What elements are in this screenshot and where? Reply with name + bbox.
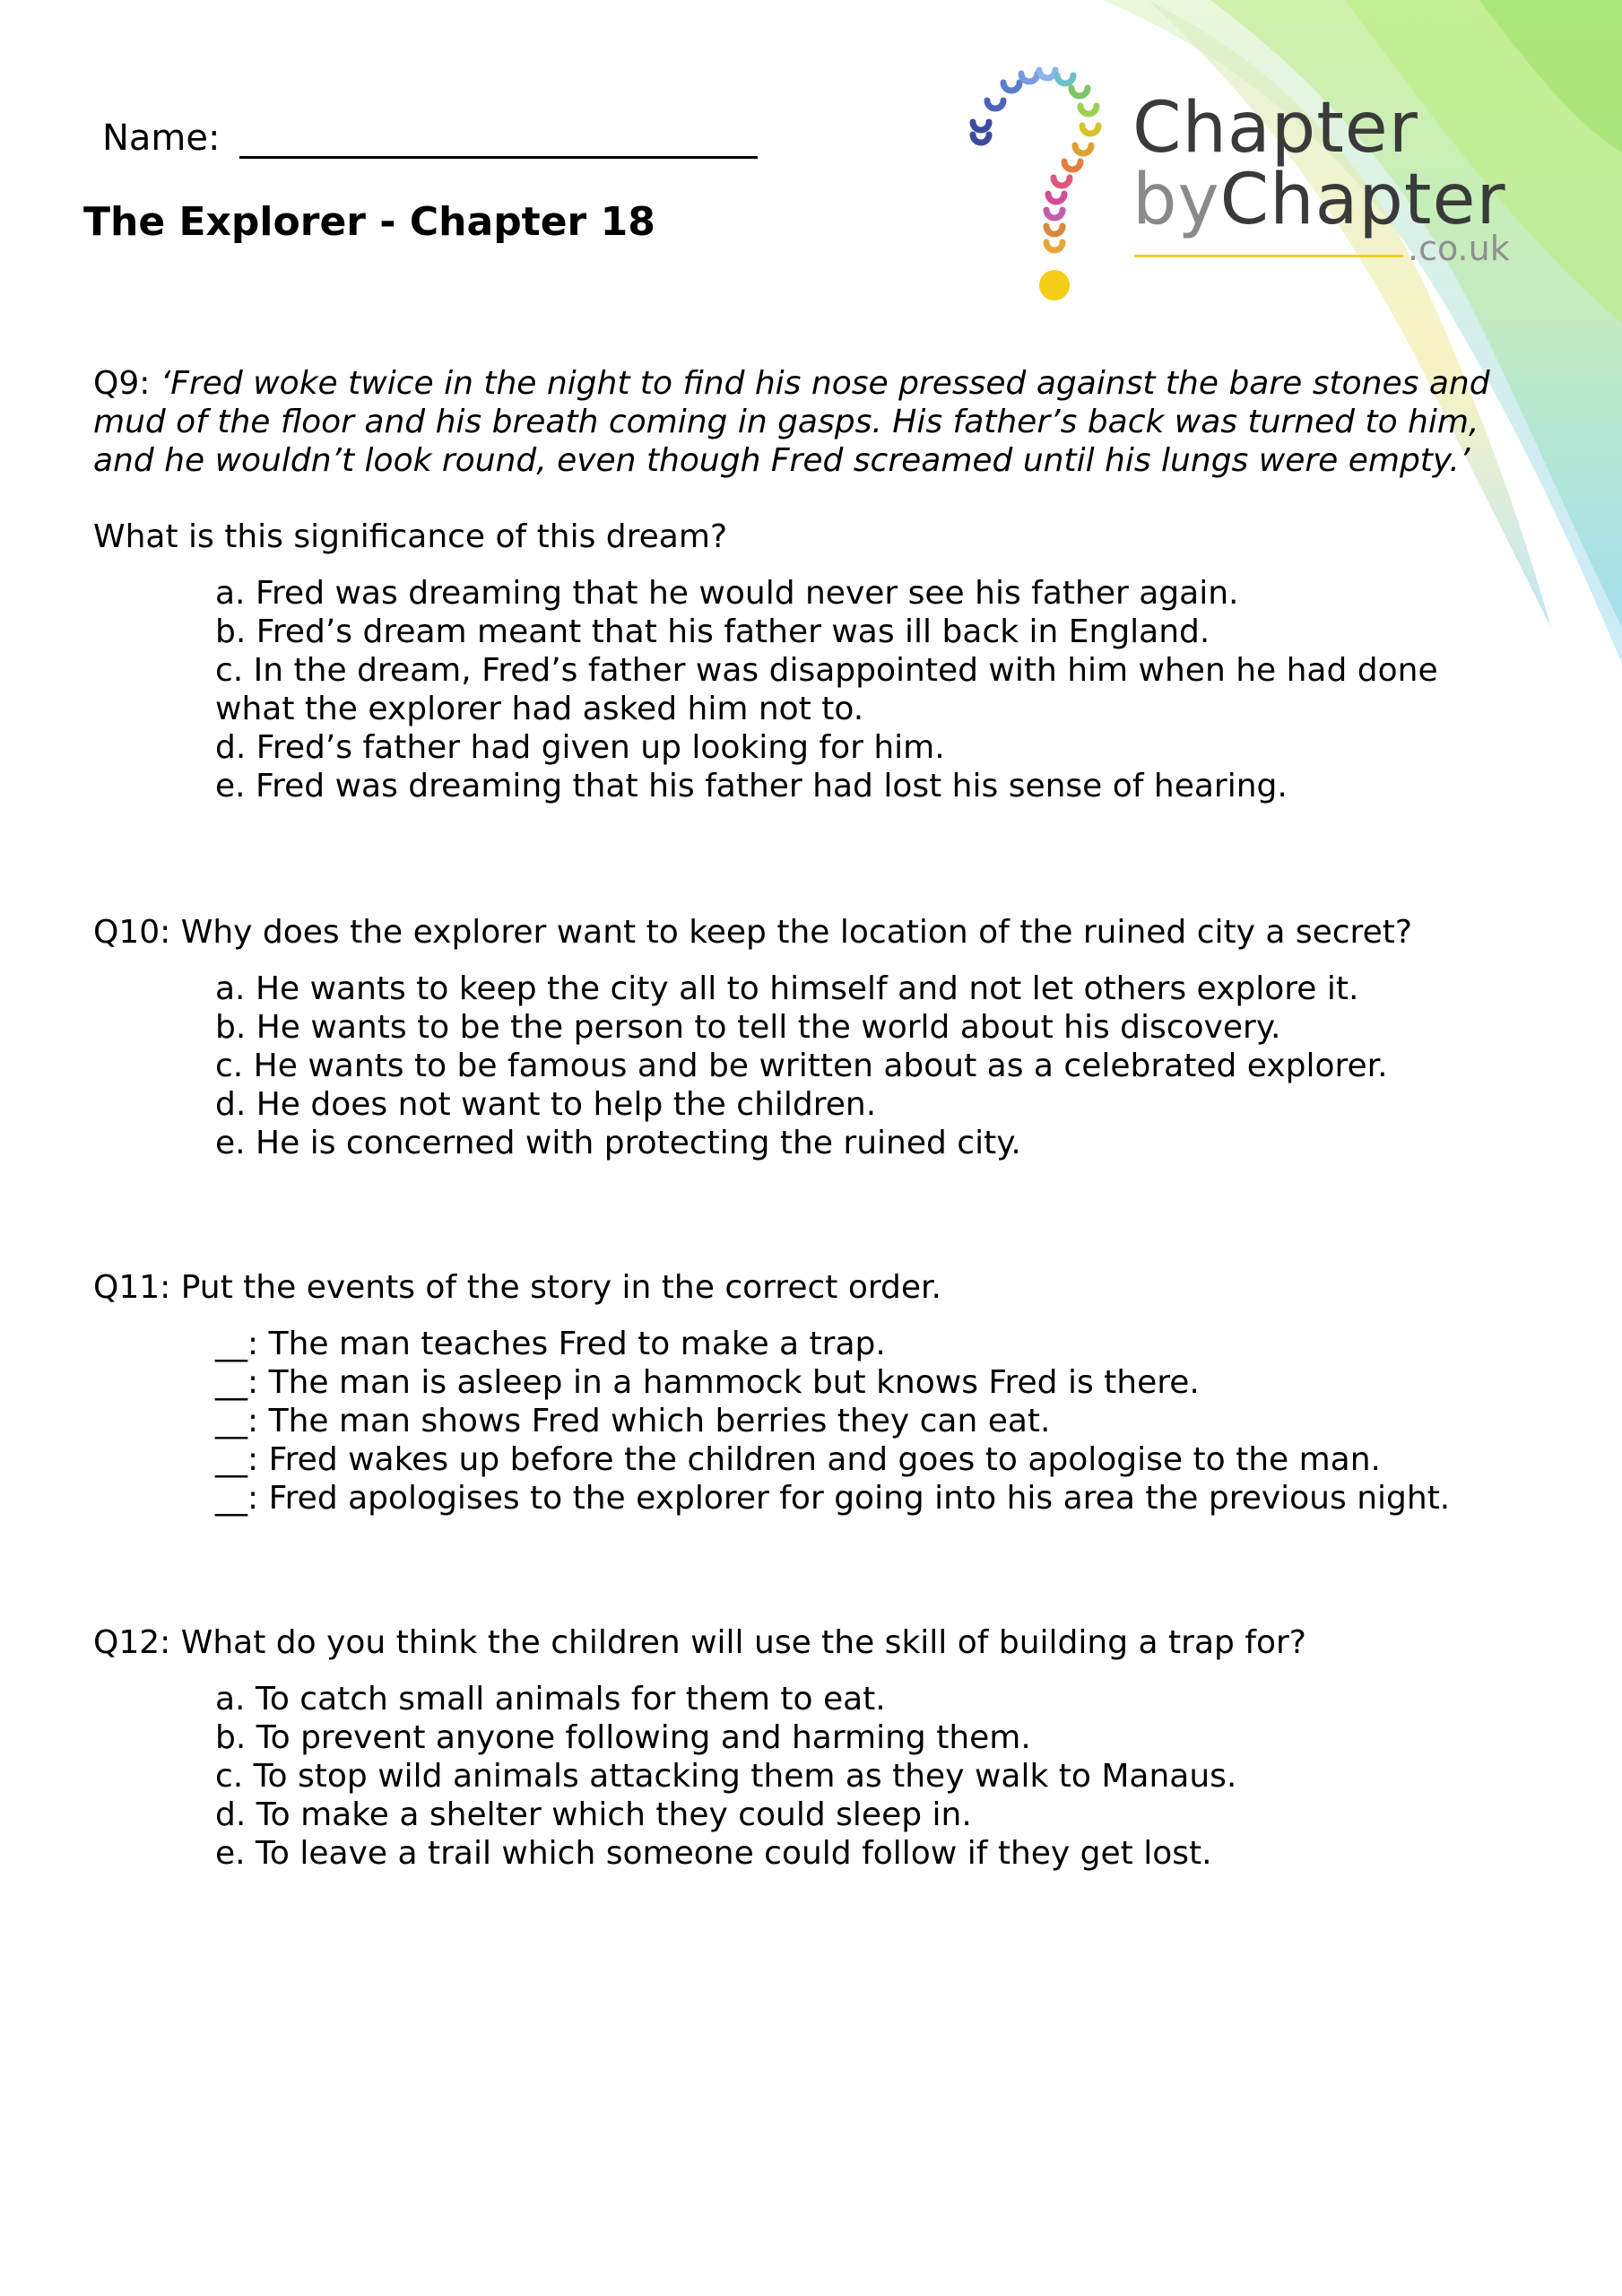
q9-option-c: c. In the dream, Fred’s father was disappointed with him when he had done what the explorer had asked him not to. bbox=[215, 652, 1438, 727]
q11-event-4: __: Fred wakes up before the children and goes to apologise to the man. bbox=[215, 1441, 1381, 1478]
q12-option-b: b. To prevent anyone following and harming them. bbox=[215, 1719, 1031, 1756]
q11-event-5: __: Fred apologises to the explorer for going into his area the previous night. bbox=[215, 1480, 1451, 1517]
q9-quote: ‘Fred woke twice in the night to find his nose pressed against the bare stones and mud of the floor and his breath coming in gasps. His father’s back was turned to him, and he wouldn’t look round, even though Fred screamed until his lungs were empty.’ bbox=[93, 365, 1490, 479]
q11-text: Q11: Put the events of the story in the correct order. bbox=[93, 1269, 941, 1306]
q9-options bbox=[215, 574, 1506, 805]
q11-event-1: __: The man teaches Fred to make a trap. bbox=[215, 1326, 886, 1362]
question-q11 bbox=[93, 1268, 1528, 1518]
q9-prompt: What is this significance of this dream? bbox=[93, 518, 728, 555]
name-field-row bbox=[102, 117, 758, 159]
q9-option-d: d. Fred’s father had given up looking for him. bbox=[215, 729, 945, 766]
q9-option-a: a. Fred was dreaming that he would never see his father again. bbox=[215, 575, 1239, 612]
logo-underline bbox=[1134, 255, 1403, 257]
q9-passage bbox=[93, 364, 1528, 480]
logo-text-domain: .co.uk bbox=[1408, 229, 1510, 268]
q9-option-e: e. Fred was dreaming that his father had lost his sense of hearing. bbox=[215, 768, 1288, 804]
name-write-line bbox=[239, 117, 758, 159]
q10-options bbox=[215, 970, 1506, 1162]
q10-option-a: a. He wants to keep the city all to himself and not let others explore it. bbox=[215, 970, 1359, 1007]
q12-text: Q12: What do you think the children will use the skill of building a trap for? bbox=[93, 1624, 1306, 1661]
q9-label: Q9: bbox=[93, 365, 151, 402]
q12-option-e: e. To leave a trail which someone could follow if they get lost. bbox=[215, 1835, 1212, 1872]
books-question-mark-icon bbox=[964, 52, 1125, 312]
question-q10 bbox=[93, 913, 1528, 1162]
logo-text-chapter: Chapter bbox=[1132, 88, 1418, 169]
q10-option-c: c. He wants to be famous and be written about as a celebrated explorer. bbox=[215, 1048, 1388, 1084]
q10-option-e: e. He is concerned with protecting the ruined city. bbox=[215, 1125, 1021, 1161]
q11-events bbox=[215, 1325, 1506, 1518]
q12-option-c: c. To stop wild animals attacking them as they walk to Manaus. bbox=[215, 1758, 1237, 1795]
q12-option-a: a. To catch small animals for them to eat. bbox=[215, 1681, 886, 1718]
q10-text: Q10: Why does the explorer want to keep the location of the ruined city a secret? bbox=[93, 914, 1412, 951]
worksheet-title: The Explorer - Chapter 18 bbox=[83, 199, 655, 245]
q10-option-b: b. He wants to be the person to tell the world about his discovery. bbox=[215, 1009, 1281, 1046]
q10-option-d: d. He does not want to help the children. bbox=[215, 1086, 877, 1123]
q11-event-3: __: The man shows Fred which berries they can eat. bbox=[215, 1403, 1051, 1439]
q12-option-d: d. To make a shelter which they could sleep in. bbox=[215, 1796, 972, 1833]
chapter-by-chapter-logo bbox=[964, 52, 1538, 312]
question-q9 bbox=[93, 364, 1528, 805]
q11-event-2: __: The man is asleep in a hammock but knows Fred is there. bbox=[215, 1364, 1200, 1401]
q9-option-b: b. Fred’s dream meant that his father was ill back in England. bbox=[215, 613, 1210, 650]
question-q12 bbox=[93, 1623, 1528, 1873]
logo-text-by-chapter: byChapter bbox=[1132, 160, 1506, 240]
q12-options bbox=[215, 1680, 1506, 1873]
name-label: Name: bbox=[102, 117, 221, 159]
